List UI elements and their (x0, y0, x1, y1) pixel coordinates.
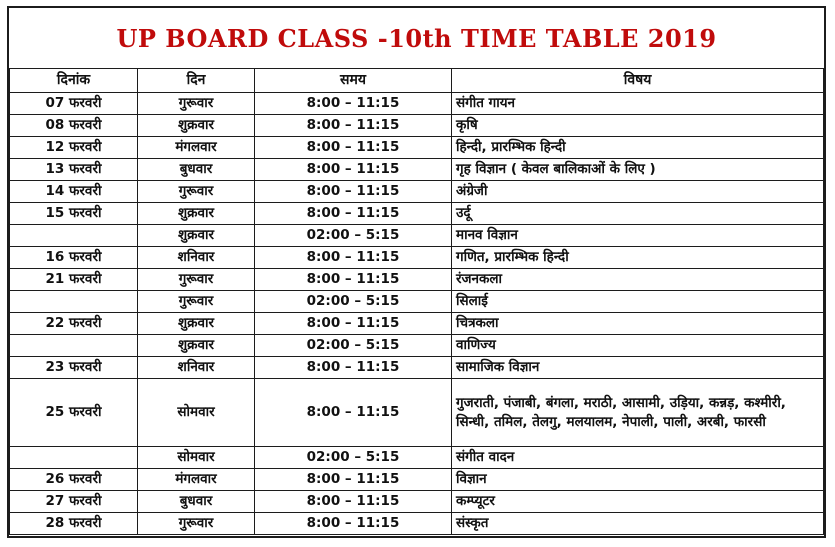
cell-day: गुरूवार (138, 269, 255, 291)
table-row (10, 159, 824, 181)
cell-time: 8:00 – 11:15 (255, 269, 452, 291)
table-row (10, 513, 824, 535)
cell-time: 8:00 – 11:15 (255, 247, 452, 269)
table-row (10, 469, 824, 491)
cell-time: 02:00 – 5:15 (255, 291, 452, 313)
cell-day: मंगलवार (138, 469, 255, 491)
cell-subject: कम्प्यूटर (452, 491, 824, 513)
cell-time: 02:00 – 5:15 (255, 447, 452, 469)
cell-date (10, 291, 138, 313)
cell-date: 23 फरवरी (10, 357, 138, 379)
cell-date: 15 फरवरी (10, 203, 138, 225)
cell-subject: सिलाई (452, 291, 824, 313)
cell-day: बुधवार (138, 491, 255, 513)
cell-subject: हिन्दी, प्रारम्भिक हिन्दी (452, 137, 824, 159)
table-row (10, 379, 824, 447)
table-row (10, 225, 824, 247)
table-row (10, 447, 824, 469)
cell-time: 8:00 – 11:15 (255, 491, 452, 513)
cell-time: 02:00 – 5:15 (255, 335, 452, 357)
cell-time: 8:00 – 11:15 (255, 137, 452, 159)
cell-time: 8:00 – 11:15 (255, 313, 452, 335)
cell-day: शुक्रवार (138, 335, 255, 357)
cell-date: 26 फरवरी (10, 469, 138, 491)
cell-subject: गृह विज्ञान ( केवल बालिकाओं के लिए ) (452, 159, 824, 181)
cell-date: 13 फरवरी (10, 159, 138, 181)
cell-subject: संगीत गायन (452, 93, 824, 115)
table-row (10, 335, 824, 357)
cell-subject: संस्कृत (452, 513, 824, 535)
cell-time: 8:00 – 11:15 (255, 357, 452, 379)
cell-time: 8:00 – 11:15 (255, 513, 452, 535)
cell-day: गुरूवार (138, 93, 255, 115)
cell-subject: संगीत वादन (452, 447, 824, 469)
page-title: UP BOARD CLASS -10th TIME TABLE 2019 (116, 23, 717, 53)
cell-day: शुक्रवार (138, 313, 255, 335)
cell-subject: विज्ञान (452, 469, 824, 491)
table-row (10, 291, 824, 313)
cell-day: मंगलवार (138, 137, 255, 159)
cell-time: 8:00 – 11:15 (255, 115, 452, 137)
cell-day: सोमवार (138, 447, 255, 469)
header-date: दिनांक (10, 69, 138, 93)
cell-date: 12 फरवरी (10, 137, 138, 159)
table-row (10, 357, 824, 379)
cell-time: 8:00 – 11:15 (255, 469, 452, 491)
cell-date: 21 फरवरी (10, 269, 138, 291)
cell-day: शुक्रवार (138, 225, 255, 247)
cell-day: गुरूवार (138, 513, 255, 535)
cell-day: शुक्रवार (138, 115, 255, 137)
cell-date: 08 फरवरी (10, 115, 138, 137)
cell-subject: गुजराती, पंजाबी, बंगला, मराठी, आसामी, उड़िया, कन्नड़, कश्मीरी, सिन्धी, तमिल, तेलगु, मलयालम, नेपाली, पाली, अरबी, फारसी (452, 379, 824, 447)
cell-subject: अंग्रेजी (452, 181, 824, 203)
table-row (10, 313, 824, 335)
cell-date (10, 225, 138, 247)
cell-day: बुधवार (138, 159, 255, 181)
cell-date: 16 फरवरी (10, 247, 138, 269)
cell-time: 8:00 – 11:15 (255, 181, 452, 203)
title-area (9, 8, 824, 68)
cell-date: 25 फरवरी (10, 379, 138, 447)
table-header-row (10, 69, 824, 93)
cell-day: गुरूवार (138, 181, 255, 203)
table-row (10, 137, 824, 159)
cell-date: 14 फरवरी (10, 181, 138, 203)
cell-time: 8:00 – 11:15 (255, 159, 452, 181)
cell-date (10, 447, 138, 469)
cell-day: गुरूवार (138, 291, 255, 313)
cell-date: 22 फरवरी (10, 313, 138, 335)
cell-date: 27 फरवरी (10, 491, 138, 513)
cell-subject: सामाजिक विज्ञान (452, 357, 824, 379)
header-day: दिन (138, 69, 255, 93)
cell-day: सोमवार (138, 379, 255, 447)
header-time: समय (255, 69, 452, 93)
cell-time: 02:00 – 5:15 (255, 225, 452, 247)
table-frame (7, 6, 826, 538)
cell-time: 8:00 – 11:15 (255, 203, 452, 225)
cell-time: 8:00 – 11:15 (255, 93, 452, 115)
cell-subject: उर्दू (452, 203, 824, 225)
cell-subject: मानव विज्ञान (452, 225, 824, 247)
cell-subject: कृषि (452, 115, 824, 137)
timetable-table (9, 68, 824, 535)
cell-day: शनिवार (138, 357, 255, 379)
cell-date: 28 फरवरी (10, 513, 138, 535)
table-row (10, 491, 824, 513)
table-row (10, 115, 824, 137)
cell-subject: वाणिज्य (452, 335, 824, 357)
cell-subject: रंजनकला (452, 269, 824, 291)
table-row (10, 93, 824, 115)
cell-subject: चित्रकला (452, 313, 824, 335)
cell-time: 8:00 – 11:15 (255, 379, 452, 447)
cell-subject: गणित, प्रारम्भिक हिन्दी (452, 247, 824, 269)
table-row (10, 269, 824, 291)
cell-day: शनिवार (138, 247, 255, 269)
table-row (10, 247, 824, 269)
cell-date (10, 335, 138, 357)
cell-day: शुक्रवार (138, 203, 255, 225)
table-row (10, 203, 824, 225)
table-row (10, 181, 824, 203)
cell-date: 07 फरवरी (10, 93, 138, 115)
header-subject: विषय (452, 69, 824, 93)
